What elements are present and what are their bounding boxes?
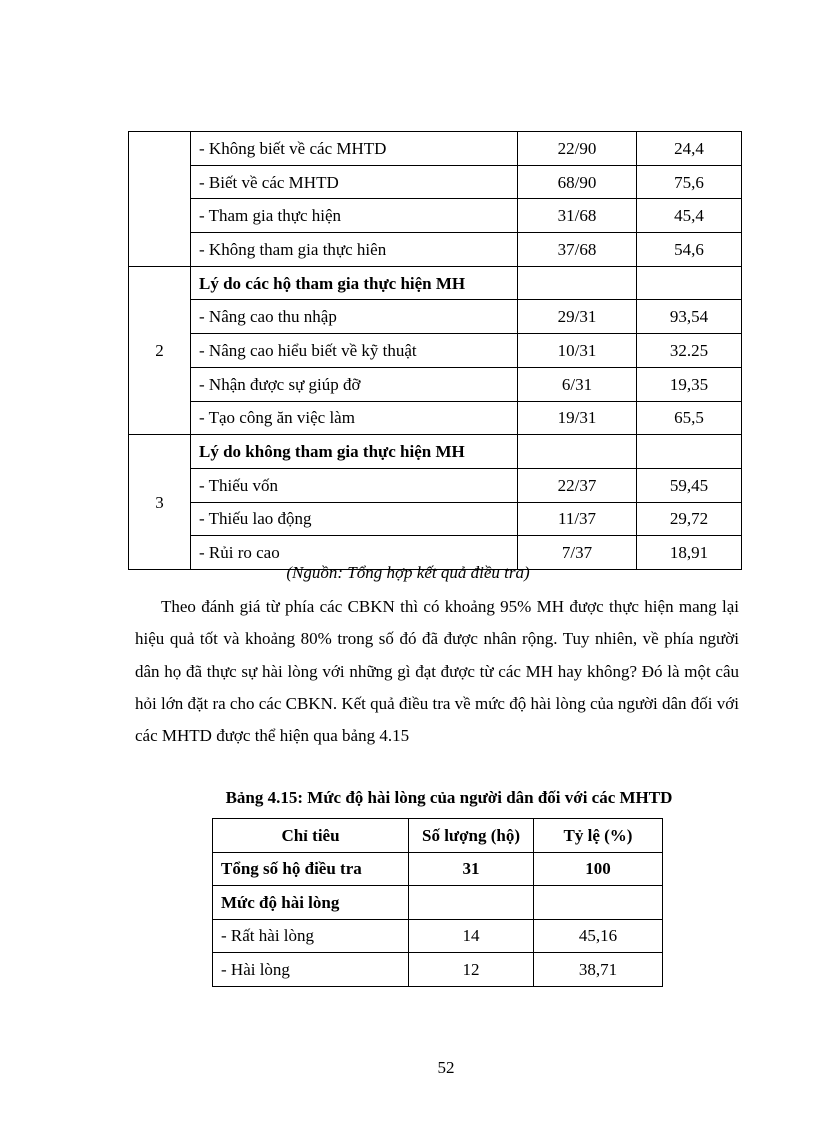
empty-cell (518, 266, 637, 300)
row-count: 22/37 (518, 468, 637, 502)
row-rate: 24,4 (637, 132, 742, 166)
row-rate: 45,4 (637, 199, 742, 233)
table-row (129, 401, 742, 435)
column-header: Chỉ tiêu (213, 819, 409, 853)
table-row (129, 233, 742, 267)
row-rate: 45,16 (534, 919, 663, 953)
empty-cell (518, 435, 637, 469)
paragraph-text: Theo đánh giá từ phía các CBKN thì có khoảng 95% MH được thực hiện mang lại hiệu quả tốt và khoảng 80% trong số đó đã được nhân rộng. Tuy nhiên, về phía người dân họ đã thực sự hài lòng với những gì đạt được từ các MH hay không? Đó là một câu hỏi lớn đặt ra cho các CBKN. Kết quả điều tra về mức độ hài lòng của người dân đối với các MHTD được thể hiện qua bảng 4.15 (135, 597, 739, 746)
row-label: - Không biết về các MHTD (191, 132, 518, 166)
row-count: 68/90 (518, 165, 637, 199)
table-row (129, 132, 742, 166)
empty-cell (637, 266, 742, 300)
row-count: 29/31 (518, 300, 637, 334)
row-label: - Biết về các MHTD (191, 165, 518, 199)
row-rate: 38,71 (534, 953, 663, 987)
row-count: 10/31 (518, 334, 637, 368)
row-label: - Tạo công ăn việc làm (191, 401, 518, 435)
group-number-cell (129, 132, 191, 267)
empty-cell (534, 886, 663, 920)
row-rate: 65,5 (637, 401, 742, 435)
table-row (129, 199, 742, 233)
group-heading: Lý do các hộ tham gia thực hiện MH (191, 266, 518, 300)
row-count: 31 (409, 852, 534, 886)
row-label: - Rủi ro cao (191, 536, 518, 570)
row-label: - Nâng cao thu nhập (191, 300, 518, 334)
table-caption: Bảng 4.15: Mức độ hài lòng của người dân đối với các MHTD (225, 788, 673, 807)
section-row (213, 886, 663, 920)
empty-cell (637, 435, 742, 469)
row-count: 14 (409, 919, 534, 953)
source-note: (Nguồn: Tổng hợp kết quả điều tra) (286, 563, 530, 582)
table-row (129, 165, 742, 199)
table-row (129, 334, 742, 368)
row-rate: 29,72 (637, 502, 742, 536)
row-label: - Nâng cao hiểu biết về kỹ thuật (191, 334, 518, 368)
row-rate: 75,6 (637, 165, 742, 199)
group-number: 2 (129, 266, 191, 434)
section-label: Mức độ hài lòng (213, 886, 409, 920)
table-row (129, 266, 742, 300)
table-row (129, 367, 742, 401)
row-rate: 18,91 (637, 536, 742, 570)
row-label: - Hài lòng (213, 953, 409, 987)
table-row (129, 300, 742, 334)
row-count: 11/37 (518, 502, 637, 536)
table-row (213, 953, 663, 987)
total-row (213, 852, 663, 886)
table-row (129, 502, 742, 536)
row-count: 12 (409, 953, 534, 987)
row-rate: 32.25 (637, 334, 742, 368)
row-count: 22/90 (518, 132, 637, 166)
row-rate: 19,35 (637, 367, 742, 401)
row-rate: 59,45 (637, 468, 742, 502)
empty-cell (409, 886, 534, 920)
column-header: Số lượng (hộ) (409, 819, 534, 853)
row-rate: 100 (534, 852, 663, 886)
row-count: 37/68 (518, 233, 637, 267)
row-count: 6/31 (518, 367, 637, 401)
table-row (129, 435, 742, 469)
row-rate: 93,54 (637, 300, 742, 334)
row-label: - Thiếu lao động (191, 502, 518, 536)
group-heading: Lý do không tham gia thực hiện MH (191, 435, 518, 469)
table-row (213, 919, 663, 953)
row-rate: 54,6 (637, 233, 742, 267)
row-count: 19/31 (518, 401, 637, 435)
row-label: - Tham gia thực hiện (191, 199, 518, 233)
page-number: 52 (437, 1058, 455, 1077)
row-count: 31/68 (518, 199, 637, 233)
row-label: - Không tham gia thực hiên (191, 233, 518, 267)
survey-results-table (128, 131, 742, 570)
row-count: 7/37 (518, 536, 637, 570)
row-label: Tổng số hộ điều tra (213, 852, 409, 886)
satisfaction-table (212, 818, 663, 987)
header-row (213, 819, 663, 853)
body-paragraph (135, 591, 739, 752)
row-label: - Rất hài lòng (213, 919, 409, 953)
row-label: - Thiếu vốn (191, 468, 518, 502)
row-label: - Nhận được sự giúp đỡ (191, 367, 518, 401)
group-number: 3 (129, 435, 191, 570)
column-header: Tỷ lệ (%) (534, 819, 663, 853)
table-row (129, 468, 742, 502)
